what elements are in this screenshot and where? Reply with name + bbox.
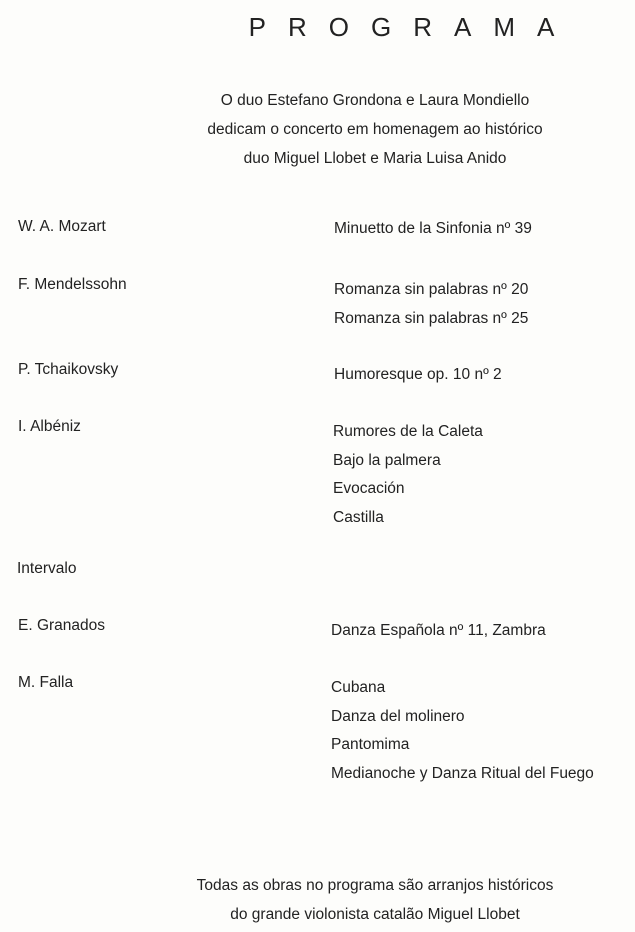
composer-name: E. Granados	[18, 617, 106, 634]
work-list	[331, 617, 546, 646]
work-title: Humoresque op. 10 nº 2	[334, 366, 502, 383]
work-title: Romanza sin palabras nº 20	[334, 281, 529, 298]
work-list	[334, 361, 502, 390]
work-list	[333, 418, 483, 532]
dedication-line: duo Miguel Llobet e Maria Luisa Anido	[243, 150, 507, 167]
composer-name: P. Tchaikovsky	[18, 361, 119, 378]
work-title: Pantomima	[331, 736, 410, 753]
work-title: Romanza sin palabras nº 25	[334, 309, 529, 327]
composer-name: I. Albéniz	[18, 418, 81, 435]
work-title: Danza Española nº 11, Zambra	[331, 622, 546, 639]
note-line: Todas as obras no programa são arranjos históricos	[196, 877, 554, 894]
work-title: Castilla	[333, 508, 384, 526]
arrangement-note	[150, 871, 600, 929]
composer-name: M. Falla	[18, 674, 74, 691]
dedication-line: O duo Estefano Grondona e Laura Mondiello	[220, 92, 530, 109]
work-title: Evocación	[333, 480, 405, 497]
page-title: PROGRAMA	[248, 12, 577, 42]
work-list	[334, 215, 532, 244]
dedication	[170, 86, 580, 173]
composer-name: W. A. Mozart	[18, 218, 106, 235]
work-title: Rumores de la Caleta	[333, 423, 483, 440]
work-list	[334, 276, 528, 333]
work-title: Medianoche y Danza Ritual del Fuego	[331, 764, 594, 782]
composer-name: F. Mendelssohn	[18, 276, 127, 293]
dedication-line: dedicam o concerto em homenagem ao histórico	[207, 121, 543, 138]
work-title: Cubana	[331, 679, 386, 696]
work-title: Danza del molinero	[331, 707, 465, 725]
interval-label: Intervalo	[17, 560, 77, 577]
work-title: Minuetto de la Sinfonia nº 39	[334, 220, 532, 237]
work-title: Bajo la palmera	[333, 451, 441, 469]
work-list	[331, 674, 594, 788]
note-line: do grande violonista catalão Miguel Llobet	[230, 906, 520, 923]
